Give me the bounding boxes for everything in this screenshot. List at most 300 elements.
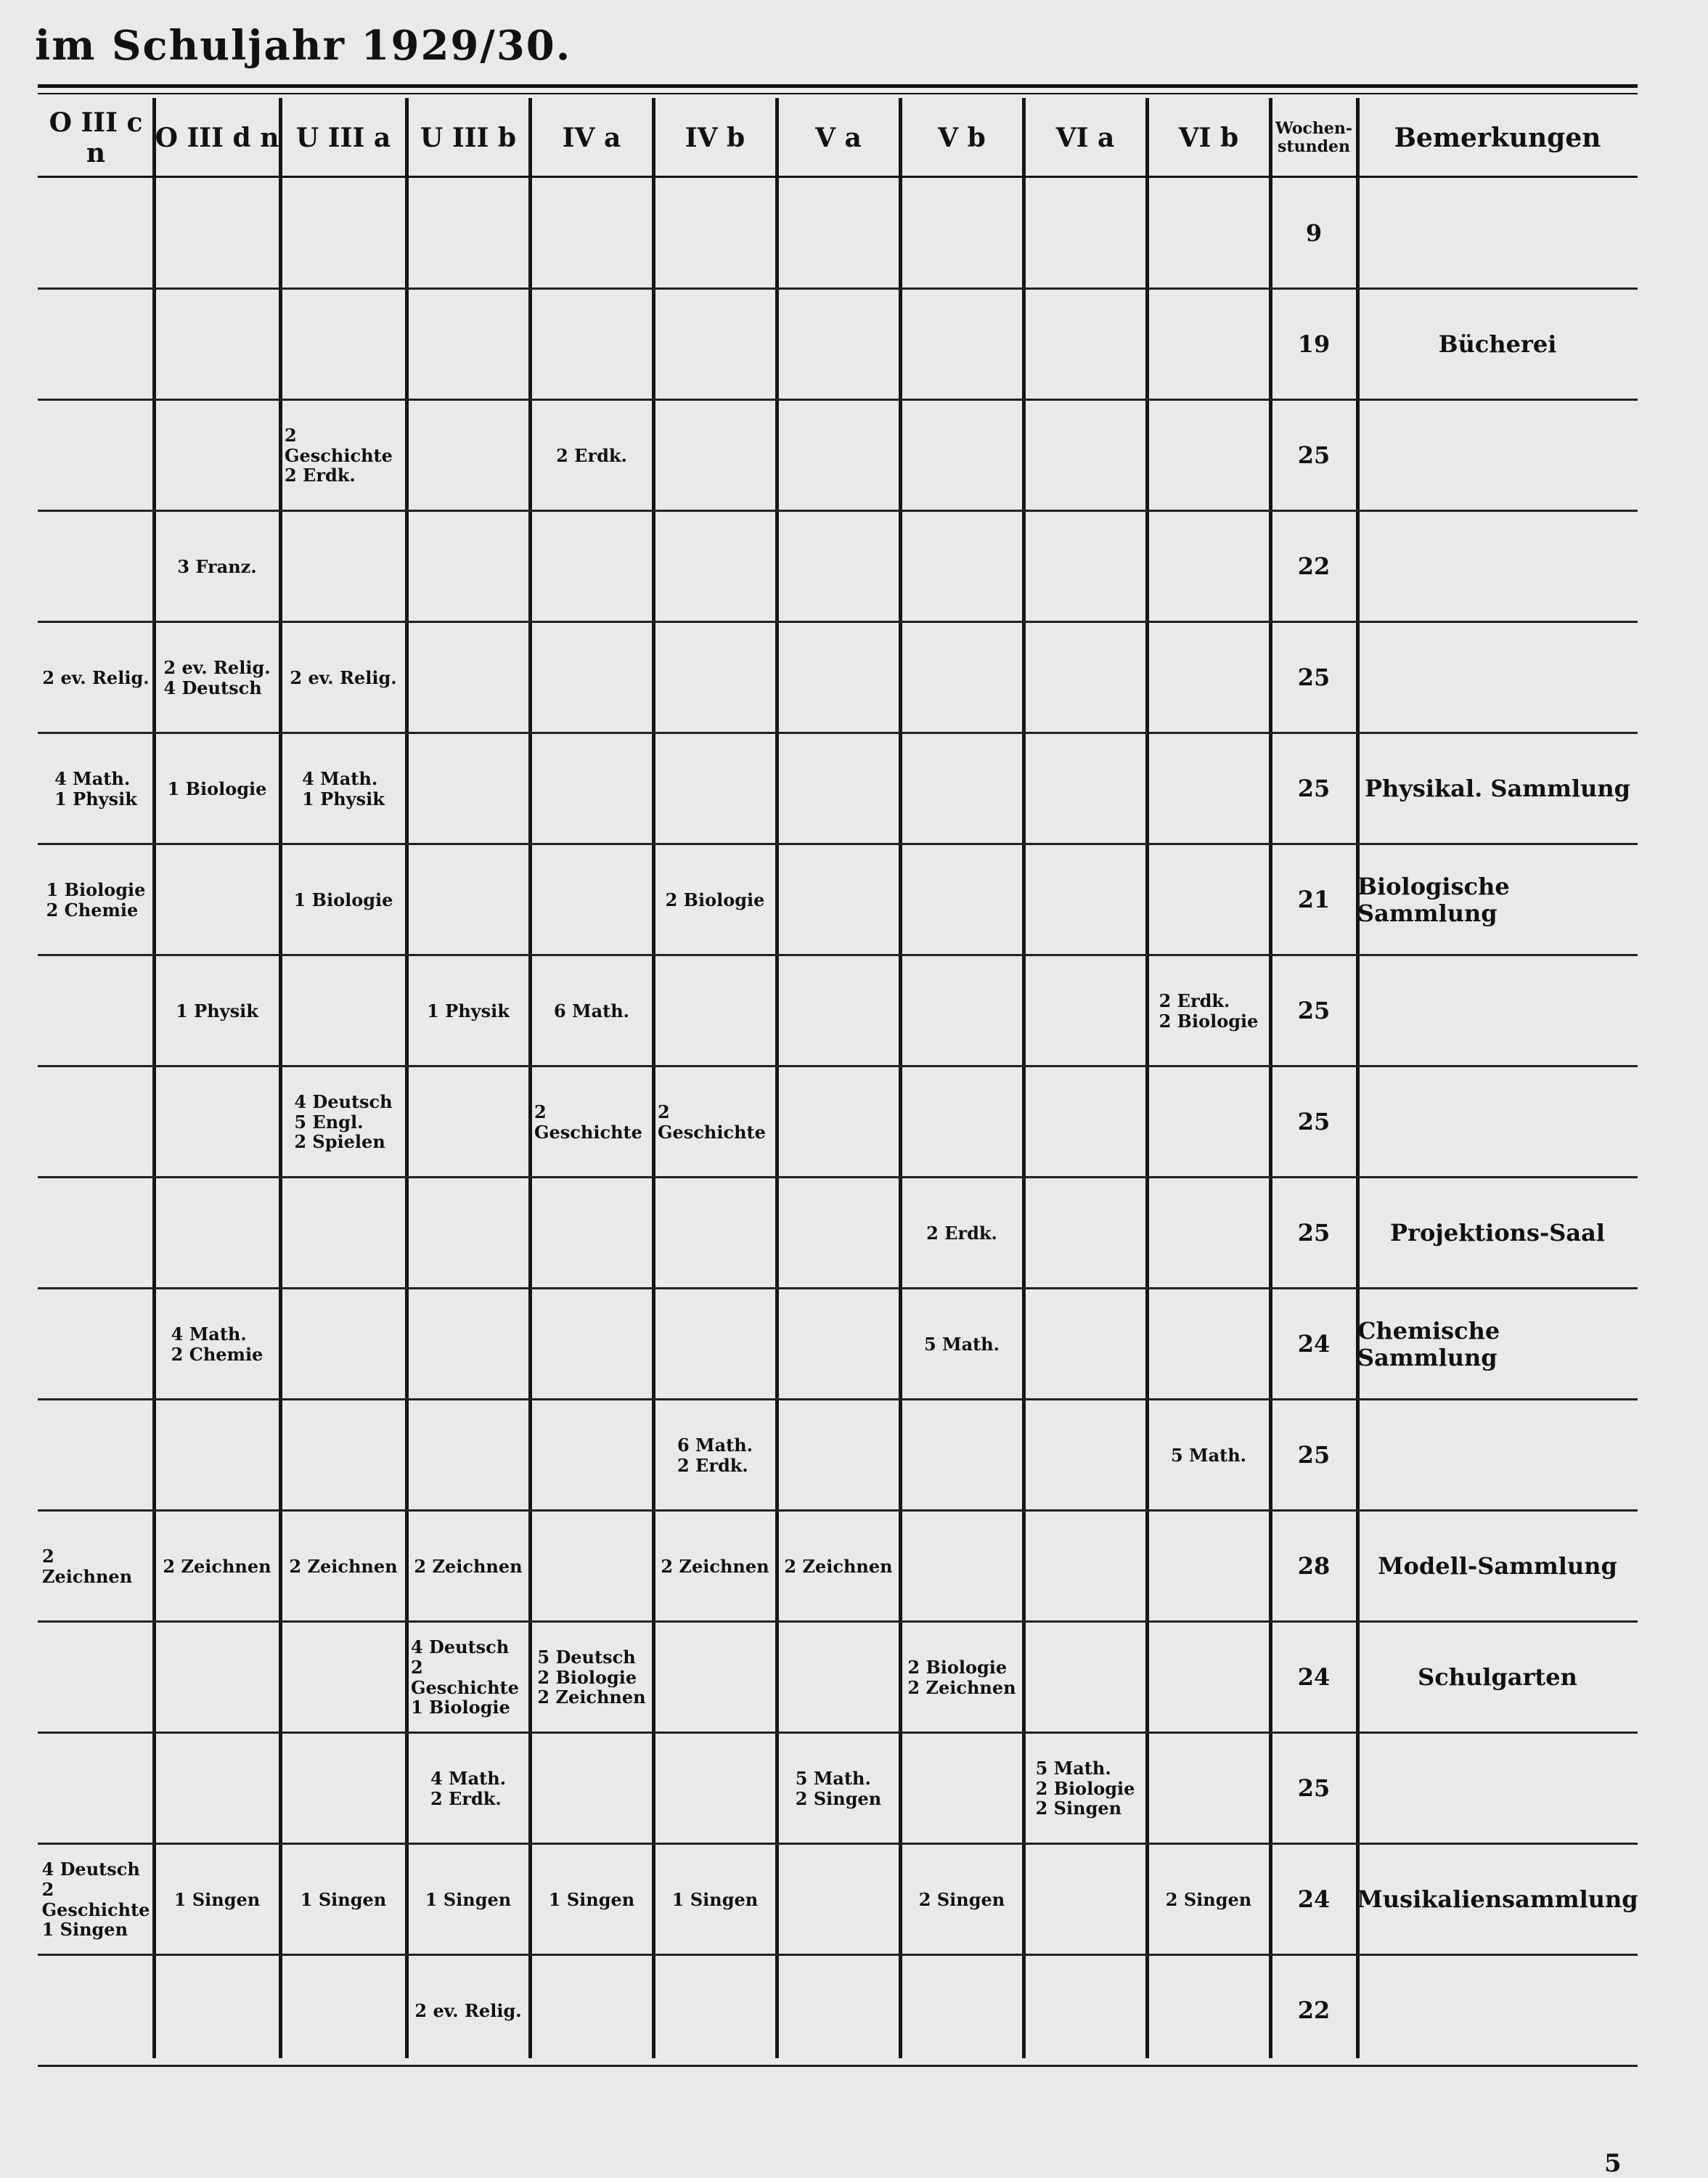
remarks-text: Projektions-Saal	[1390, 1219, 1605, 1247]
column-divider	[405, 98, 409, 2058]
class-cell	[285, 1511, 402, 1622]
class-cell-text: 1 Physik	[176, 1000, 258, 1021]
weekly-hours-cell	[1270, 1622, 1357, 1733]
class-cell	[411, 400, 526, 511]
class-cell-text: 2 Erdk.	[926, 1222, 997, 1244]
class-cell	[42, 1733, 150, 1844]
class-cell	[1151, 1511, 1266, 1622]
weekly-hours-value: 24	[1297, 1330, 1331, 1358]
remarks-cell	[1357, 1289, 1638, 1400]
remarks-text: Biologische Sammlung	[1357, 872, 1510, 927]
column-header	[653, 109, 777, 167]
weekly-hours-cell	[1270, 511, 1357, 622]
class-cell	[658, 844, 772, 955]
weekly-hours-cell	[1270, 1844, 1357, 1955]
column-header-label: Bemerkungen	[1394, 123, 1601, 153]
remarks-text: Musikaliensammlung	[1357, 1885, 1638, 1914]
class-cell	[781, 622, 896, 733]
class-cell	[658, 1733, 772, 1844]
weekly-hours-cell	[1270, 1178, 1357, 1289]
class-cell	[658, 622, 772, 733]
class-cell	[534, 1400, 649, 1511]
class-cell-text: 1 Biologie 2 Chemie	[46, 878, 146, 921]
page-heading: im Schuljahr 1929/30.	[35, 22, 572, 70]
class-cell-text: 5 Math. 2 Singen	[795, 1767, 882, 1809]
class-cell	[42, 1289, 150, 1400]
weekly-hours-cell	[1270, 1289, 1357, 1400]
weekly-hours-value: 25	[1297, 775, 1331, 803]
column-header	[280, 109, 406, 167]
column-divider	[652, 98, 655, 2058]
class-cell	[534, 844, 649, 955]
class-cell	[904, 844, 1019, 955]
column-header-label: V a	[815, 123, 862, 153]
class-cell	[904, 1178, 1019, 1289]
class-cell	[158, 1955, 276, 2066]
class-cell	[1151, 511, 1266, 622]
class-cell-text: 2 Singen	[918, 1888, 1005, 1910]
class-cell	[1028, 844, 1143, 955]
class-cell-text: 2 ev. Relig. 4 Deutsch	[163, 656, 271, 698]
weekly-hours-cell	[1270, 1400, 1357, 1511]
column-header-label: VI a	[1055, 123, 1115, 153]
class-cell	[411, 1733, 526, 1844]
weekly-hours-cell	[1270, 289, 1357, 400]
class-cell	[658, 289, 772, 400]
class-cell-text: 4 Deutsch 2 Geschichte 1 Biologie	[411, 1636, 519, 1718]
class-cell-text: 6 Math. 2 Erdk.	[677, 1434, 753, 1476]
class-cell-text: 2 Biologie 2 Zeichnen	[907, 1656, 1016, 1698]
column-header	[406, 109, 530, 167]
class-cell	[1151, 622, 1266, 733]
class-cell	[534, 1066, 649, 1178]
class-cell	[158, 955, 276, 1066]
class-cell	[1151, 1955, 1266, 2066]
class-cell	[534, 1733, 649, 1844]
class-cell	[904, 400, 1019, 511]
class-cell-text: 3 Franz.	[177, 555, 257, 577]
class-cell-text: 2 Zeichnen	[414, 1555, 523, 1577]
class-cell	[42, 1178, 150, 1289]
column-header-label: IV a	[562, 123, 621, 153]
class-cell-text: 2 Zeichnen	[661, 1555, 769, 1577]
weekly-hours-cell	[1270, 1955, 1357, 2066]
class-cell	[1151, 1289, 1266, 1400]
class-cell	[904, 1511, 1019, 1622]
class-cell	[781, 1400, 896, 1511]
weekly-hours-value: 25	[1297, 997, 1331, 1025]
remarks-cell	[1357, 289, 1638, 400]
remarks-cell	[1357, 1066, 1638, 1178]
class-cell	[904, 1289, 1019, 1400]
weekly-hours-value: 25	[1297, 441, 1331, 470]
class-cell	[42, 1844, 150, 1955]
class-cell	[285, 955, 402, 1066]
class-cell-text: 2 Zeichnen	[163, 1555, 271, 1577]
class-cell	[1028, 955, 1143, 1066]
class-cell	[158, 1178, 276, 1289]
class-cell	[904, 955, 1019, 1066]
weekly-hours-value: 22	[1297, 1996, 1331, 2025]
column-header-label: U III a	[295, 123, 391, 153]
class-cell	[285, 1844, 402, 1955]
class-cell	[1151, 1733, 1266, 1844]
remarks-cell	[1357, 1844, 1638, 1955]
class-cell	[658, 1289, 772, 1400]
class-cell	[42, 511, 150, 622]
column-divider	[775, 98, 779, 2058]
class-cell	[1028, 1178, 1143, 1289]
weekly-hours-cell	[1270, 733, 1357, 844]
weekly-hours-cell	[1270, 1066, 1357, 1178]
class-cell	[658, 1178, 772, 1289]
class-cell	[781, 1178, 896, 1289]
class-cell-text: 2 Singen	[1165, 1888, 1252, 1910]
class-cell-text: 1 Biologie	[167, 778, 267, 799]
weekly-hours-cell	[1270, 1511, 1357, 1622]
weekly-hours-cell	[1270, 622, 1357, 733]
class-cell	[285, 1289, 402, 1400]
column-divider	[899, 98, 902, 2058]
class-cell	[411, 1400, 526, 1511]
class-cell	[904, 289, 1019, 400]
class-cell	[42, 1511, 150, 1622]
class-cell	[781, 844, 896, 955]
class-cell	[658, 733, 772, 844]
class-cell	[781, 1289, 896, 1400]
class-cell	[904, 1955, 1019, 2066]
remarks-text: Schulgarten	[1418, 1663, 1577, 1692]
class-cell-text: 2 Erdk.	[556, 444, 627, 466]
class-cell	[42, 733, 150, 844]
column-header-label: V b	[938, 123, 986, 153]
class-cell	[158, 178, 276, 289]
class-cell	[534, 1955, 649, 2066]
class-cell	[411, 733, 526, 844]
class-cell-text: 1 Biologie	[293, 889, 393, 910]
class-cell	[158, 1289, 276, 1400]
class-cell	[285, 1400, 402, 1511]
class-cell	[411, 1622, 526, 1733]
class-cell	[42, 178, 150, 289]
class-cell	[158, 1733, 276, 1844]
class-cell	[285, 844, 402, 955]
weekly-hours-value: 19	[1297, 330, 1331, 359]
class-cell	[534, 622, 649, 733]
class-cell	[285, 1622, 402, 1733]
weekly-hours-value: 24	[1297, 1663, 1331, 1692]
class-cell	[42, 955, 150, 1066]
class-cell	[158, 1844, 276, 1955]
class-cell	[781, 1733, 896, 1844]
class-cell	[658, 1400, 772, 1511]
class-cell	[781, 400, 896, 511]
class-cell	[534, 1844, 649, 1955]
class-cell	[534, 733, 649, 844]
weekly-hours-value: 25	[1297, 1441, 1331, 1469]
remarks-text: Chemische Sammlung	[1357, 1316, 1500, 1371]
weekly-hours-value: 25	[1297, 1774, 1331, 1803]
class-cell	[658, 178, 772, 289]
class-cell	[411, 955, 526, 1066]
class-cell	[781, 1955, 896, 2066]
class-cell	[904, 1400, 1019, 1511]
class-cell-text: 2 Erdk. 2 Biologie	[1159, 990, 1259, 1032]
column-divider	[152, 98, 156, 2058]
column-header	[38, 109, 154, 167]
remarks-cell	[1357, 622, 1638, 733]
remarks-cell	[1357, 955, 1638, 1066]
weekly-hours-value: 28	[1297, 1552, 1331, 1581]
column-header-label: VI b	[1178, 123, 1239, 153]
class-cell	[1028, 1511, 1143, 1622]
class-cell	[285, 1178, 402, 1289]
class-cell	[534, 1178, 649, 1289]
class-cell-text: 1 Singen	[548, 1888, 635, 1910]
column-header-label: IV b	[685, 123, 745, 153]
weekly-hours-cell	[1270, 178, 1357, 289]
column-divider	[528, 98, 532, 2058]
class-cell	[158, 1622, 276, 1733]
class-cell	[158, 733, 276, 844]
class-cell	[1028, 511, 1143, 622]
column-header-label: Wochen- stunden	[1275, 118, 1353, 156]
class-cell	[1028, 1955, 1143, 2066]
class-cell-text: 2 ev. Relig.	[414, 1999, 522, 2021]
column-divider	[1145, 98, 1149, 2058]
class-cell	[1151, 1622, 1266, 1733]
class-cell	[781, 511, 896, 622]
class-cell	[1151, 844, 1266, 955]
class-cell	[781, 955, 896, 1066]
class-cell	[285, 400, 402, 511]
class-cell	[658, 1844, 772, 1955]
remarks-cell	[1357, 733, 1638, 844]
class-cell	[42, 289, 150, 400]
class-cell	[1028, 1733, 1143, 1844]
class-cell-text: 6 Math.	[553, 1000, 630, 1021]
class-cell-text: 1 Physik	[427, 1000, 510, 1021]
class-cell	[1151, 1844, 1266, 1955]
class-cell-text: 1 Singen	[173, 1888, 261, 1910]
class-cell	[904, 511, 1019, 622]
class-cell	[42, 622, 150, 733]
class-cell	[1028, 1622, 1143, 1733]
remarks-cell	[1357, 1955, 1638, 2066]
class-cell	[1028, 733, 1143, 844]
class-cell	[534, 1622, 649, 1733]
class-cell-text: 2 Zeichnen	[289, 1555, 398, 1577]
remarks-text: Modell-Sammlung	[1378, 1552, 1617, 1581]
class-cell	[42, 1066, 150, 1178]
class-cell	[904, 733, 1019, 844]
weekly-hours-cell	[1270, 955, 1357, 1066]
class-cell	[1028, 1844, 1143, 1955]
class-cell	[158, 289, 276, 400]
class-cell	[904, 1622, 1019, 1733]
class-cell	[658, 511, 772, 622]
remarks-cell	[1357, 1733, 1638, 1844]
weekly-hours-value: 25	[1297, 1219, 1331, 1247]
column-divider	[1022, 98, 1026, 2058]
weekly-hours-value: 9	[1305, 219, 1323, 248]
class-cell-text: 2 Biologie	[665, 889, 765, 910]
class-cell-text: 5 Deutsch 2 Biologie 2 Zeichnen	[537, 1647, 646, 1708]
class-cell	[1028, 400, 1143, 511]
class-cell	[534, 178, 649, 289]
column-header	[530, 109, 653, 167]
class-cell-text: 5 Math. 2 Biologie 2 Singen	[1035, 1758, 1135, 1819]
class-cell	[285, 511, 402, 622]
class-cell	[42, 400, 150, 511]
class-cell-text: 2 ev. Relig.	[290, 666, 397, 688]
class-cell	[158, 511, 276, 622]
class-cell	[1151, 1066, 1266, 1178]
column-header	[777, 109, 900, 167]
class-cell	[658, 1955, 772, 2066]
class-cell-text: 5 Math.	[923, 1333, 1000, 1355]
class-cell	[1028, 1289, 1143, 1400]
class-cell	[534, 955, 649, 1066]
class-cell	[534, 1289, 649, 1400]
class-cell	[781, 289, 896, 400]
class-cell	[904, 1066, 1019, 1178]
class-cell	[1151, 289, 1266, 400]
class-cell	[658, 955, 772, 1066]
remarks-cell	[1357, 1511, 1638, 1622]
remarks-text: Bücherei	[1438, 330, 1557, 359]
class-cell	[1151, 1400, 1266, 1511]
class-cell	[1028, 178, 1143, 289]
remarks-cell	[1357, 844, 1638, 955]
class-cell-text: 4 Math. 2 Chemie	[171, 1323, 263, 1365]
class-cell	[158, 1511, 276, 1622]
class-cell-text: 2 ev. Relig.	[42, 666, 150, 688]
class-cell-text: 2 Geschichte	[658, 1101, 766, 1143]
class-cell	[411, 1178, 526, 1289]
class-cell	[1028, 622, 1143, 733]
class-cell	[534, 1511, 649, 1622]
class-cell	[1151, 733, 1266, 844]
class-cell	[534, 289, 649, 400]
class-cell	[42, 1400, 150, 1511]
class-cell	[411, 511, 526, 622]
page-number: 5	[1604, 2149, 1622, 2178]
remarks-cell	[1357, 1400, 1638, 1511]
column-header	[1147, 109, 1270, 167]
class-cell	[904, 178, 1019, 289]
class-cell	[781, 178, 896, 289]
weekly-hours-cell	[1270, 844, 1357, 955]
weekly-hours-value: 21	[1297, 886, 1331, 914]
class-cell-text: 2 Zeichnen	[784, 1555, 893, 1577]
class-cell	[534, 400, 649, 511]
class-cell	[411, 1955, 526, 2066]
class-cell	[1151, 400, 1266, 511]
class-cell	[285, 622, 402, 733]
column-header	[1023, 109, 1147, 167]
class-cell	[904, 1844, 1019, 1955]
weekly-hours-value: 22	[1297, 552, 1331, 581]
class-cell	[1151, 178, 1266, 289]
class-cell-text: 2 Geschichte 2 Erdk.	[285, 425, 393, 486]
class-cell-text: 2 Zeichnen	[42, 1545, 133, 1587]
class-cell	[904, 622, 1019, 733]
class-cell	[781, 1622, 896, 1733]
weekly-hours-value: 25	[1297, 1108, 1331, 1136]
class-cell	[781, 1844, 896, 1955]
class-cell-text: 1 Singen	[671, 1888, 759, 1910]
class-cell	[411, 178, 526, 289]
class-cell	[285, 1955, 402, 2066]
weekly-hours-cell	[1270, 400, 1357, 511]
class-cell	[658, 1622, 772, 1733]
class-cell	[411, 622, 526, 733]
weekly-hours-cell	[1270, 1733, 1357, 1844]
class-cell	[411, 1844, 526, 1955]
column-header	[1357, 109, 1638, 167]
class-cell	[42, 844, 150, 955]
class-cell	[42, 1622, 150, 1733]
column-header-label: U III b	[420, 123, 517, 153]
class-cell	[1028, 289, 1143, 400]
class-cell	[411, 1289, 526, 1400]
class-cell-text: 5 Math.	[1170, 1444, 1247, 1466]
class-cell	[158, 844, 276, 955]
class-cell-text: 4 Math. 1 Physik	[54, 767, 137, 809]
weekly-hours-value: 25	[1297, 664, 1331, 692]
class-cell	[411, 1066, 526, 1178]
column-header-label: O III d n	[155, 123, 279, 153]
class-cell	[658, 1511, 772, 1622]
class-cell	[158, 1400, 276, 1511]
top-rule-thick	[38, 84, 1638, 88]
remarks-cell	[1357, 400, 1638, 511]
class-cell	[158, 400, 276, 511]
class-cell	[411, 844, 526, 955]
top-rule-thin	[38, 93, 1638, 94]
remarks-cell	[1357, 511, 1638, 622]
weekly-hours-value: 24	[1297, 1885, 1331, 1914]
column-header	[154, 109, 280, 167]
remarks-cell	[1357, 178, 1638, 289]
class-cell	[158, 622, 276, 733]
class-cell	[285, 1733, 402, 1844]
column-header-label: O III c n	[49, 107, 143, 168]
class-cell	[411, 289, 526, 400]
class-cell	[534, 511, 649, 622]
remarks-text: Physikal. Sammlung	[1364, 775, 1631, 803]
class-cell-text: 4 Math. 1 Physik	[302, 767, 385, 809]
class-cell	[42, 1955, 150, 2066]
class-cell	[781, 1066, 896, 1178]
class-cell	[1151, 955, 1266, 1066]
class-cell	[1028, 1066, 1143, 1178]
class-cell	[411, 1511, 526, 1622]
class-cell	[781, 1511, 896, 1622]
class-cell-text: 4 Deutsch 5 Engl. 2 Spielen	[294, 1091, 393, 1153]
class-cell	[285, 733, 402, 844]
class-cell-text: 4 Math. 2 Erdk.	[430, 1767, 507, 1809]
class-cell	[781, 733, 896, 844]
class-cell-text: 1 Singen	[425, 1888, 512, 1910]
class-cell-text: 2 Geschichte	[534, 1101, 642, 1143]
column-header	[1270, 109, 1357, 167]
class-cell	[658, 400, 772, 511]
class-cell	[1028, 1400, 1143, 1511]
column-divider	[279, 98, 282, 2058]
class-cell	[285, 1066, 402, 1178]
